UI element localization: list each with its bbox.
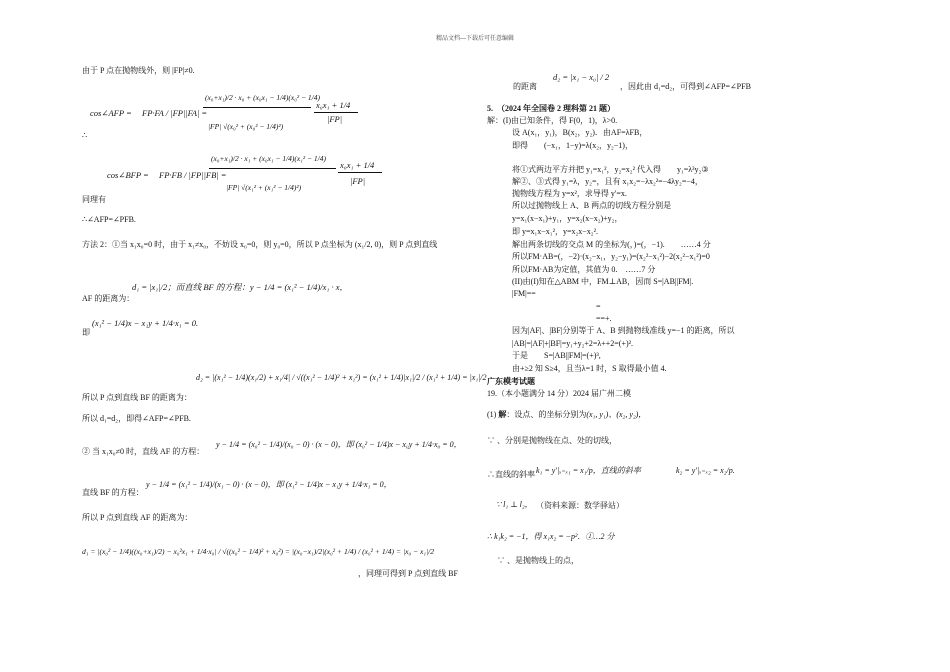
method-2-intro: 方法 2：①当 x₁x₀=0 时，由于 x₁≠x₀，不妨设 x₀=0，则 y₀=0，所以 P 点坐标为 (x₁/2, 0)，则 P 点到直线: [82, 240, 438, 249]
perpendicular-condition: ∵ l₁ ⊥ l₂，: [496, 500, 533, 509]
fraction-bar: [209, 168, 336, 169]
text-line: 解②、③式得 y₁=λ，y₂=，且有 x₁x₂=−λx₂²=−4λy₂=−4，: [512, 177, 703, 186]
text-line: 设 A(x₁，y₁)，B(x₂，y₂)．由AF=λFB，: [512, 128, 648, 137]
text-line: 所以 d₁=d₂，即得∠AFP=∠PFB.: [82, 414, 191, 423]
text-line: ∴∠AFP=∠PFB.: [82, 215, 136, 224]
case-2-intro: ② 当 x₁x₀≠0 时，直线 AF 的方程：: [82, 447, 205, 456]
text-line: 的距离: [513, 82, 537, 91]
equation-af-line: (x₁² − 1/4)x − x₁y + 1/4·x₁ = 0.: [92, 318, 199, 328]
section-title: 广东模考试题: [487, 377, 535, 386]
equation-d2-case2: d₂ = |x₁ − x₀| / 2: [553, 72, 610, 82]
text-line: 由于 P 点在抛物线外，则 |FP|≠0.: [82, 66, 195, 75]
text-line: ，同理可得到 P 点到直线 BF: [358, 569, 458, 578]
text-line: 由+≥2 知 S≥4，且当λ=1 时，S 取得最小值 4.: [512, 364, 667, 373]
equation-cos-afp-rhs-den: |FP|: [327, 114, 343, 124]
text-line: 直线 BF 的方程：: [82, 488, 144, 497]
part-label: (1): [487, 410, 499, 419]
text-line: =: [596, 302, 601, 311]
equation-d1: d₁ = |x₁|/2；而直线 BF 的方程：y − 1/4 = (x₁² − 1/4)/x₁ · x，: [132, 282, 348, 292]
equation-cos-afp-rhs-num: x₀x₁ + 1/4: [316, 100, 351, 110]
text-line: |AB|=|AF|+|BF|=y₁+y₂+2=λ++2=(+)².: [512, 339, 634, 348]
text-line: y=x₁(x−x₁)+y₁，y=x₂(x−x₂)+y₂，: [512, 214, 623, 223]
page-header: 精品文档---下载后可任意编辑: [436, 36, 514, 42]
text-line: 于是 S=|AB||FM|=(+)³,: [512, 351, 601, 360]
solution-label: 解: [498, 410, 507, 419]
text-line: 将①式两边平方并把 y₁=x₁²，y₂=x₂² 代入得 y₁=λ²y₂③: [512, 165, 709, 174]
text-line: 同理有: [82, 195, 106, 204]
text-line: 所以FM·AB为定值，其值为 0. ……7 分: [512, 265, 656, 274]
text-line: [487, 410, 646, 420]
equation-cos-bfp-rhs-den: |FP|: [350, 176, 366, 186]
text-line: ==+.: [596, 314, 612, 323]
text-line: 因为|AF|、|BF|分别等于 A、B 到抛物线准线 y=−1 的距离，所以: [512, 326, 735, 335]
equation-af-2: y − 1/4 = (x₀² − 1/4)/(x₀ − 0) · (x − 0)，即 (x₀² − 1/4)x − x₀y + 1/4·x₀ = 0，: [216, 440, 462, 449]
question-19-title: 19.（本小题满分 14 分）2024 届广州二模: [487, 389, 631, 398]
equation-bf-2: y − 1/4 = (x₁² − 1/4)/(x₁ − 0) · (x − 0)，即 (x₁² − 1/4)x − x₁y + 1/4·x₁ = 0，: [146, 480, 392, 489]
question-5-title: 5. （2024 年全国卷 2 理科第 21 题）: [487, 104, 615, 113]
source-note: （资料来源：数学驿站）: [536, 501, 624, 510]
text-line: 即: [82, 328, 90, 337]
text-line: ∵ 、分别是抛物线在点、处的切线，: [487, 436, 617, 445]
text-line: 抛物线方程为 y=x²，求导得 y'=x.: [512, 189, 627, 198]
text-line: 所以 P 点到直线 AF 的距离为：: [82, 513, 193, 522]
text-line: ∴直线的斜率: [487, 470, 535, 479]
text-line: 所以 P 点到直线 BF 的距离为：: [82, 393, 192, 402]
equation-cos-afp-mid: FP·FA / |FP||FA| =: [142, 108, 208, 118]
text-line: ，因此由 d₁=d₂，可得到∠AFP=∠PFB: [620, 82, 751, 91]
text-line: AF 的距离为：: [82, 294, 135, 303]
fraction-bar: [314, 112, 358, 113]
equation-slope-k1: k₁ = y′|ₓ₌ₓ₁ = x₁/p，直线的斜率: [536, 466, 641, 475]
equation-d2: d₂ = |(x₁² − 1/4)(x₁/2) + x₁/4| / √((x₁² − 1/4)² + x₁²) = (x₁² + 1/4)|x₁|/2 / (x₁² + 1/4) = |x₁|/2: [196, 373, 487, 382]
equation-cos-afp-denominator: |FP| √(x₀² + (x₀² − 1/4)²): [208, 122, 284, 131]
equation-cos-bfp-numerator: (x₀+x₁)/2 · x₁ + (x₀x₁ − 1/4)(x₁² − 1/4): [211, 154, 326, 163]
text-line: ∵ 、是抛物线上的点，: [497, 556, 579, 565]
therefore-symbol: ∴: [82, 131, 88, 140]
text-line: 解出两条切线的交点 M 的坐标为(，)=(，−1). ……4 分: [512, 240, 711, 249]
equation-slope-k2: k₂ = y′|ₓ₌ₓ₂ = x₂/p.: [676, 466, 735, 475]
fraction-bar: [338, 172, 382, 173]
text-line: 即得 (−x₁，1−y)=λ(x₂，y₂−1)，: [512, 141, 633, 150]
equation-cos-bfp-mid: FP·FB / |FP||FB| =: [159, 170, 227, 180]
point-coordinates: (x₁, y₁)、(x₂, y₂)，: [586, 410, 647, 419]
equation-cos-bfp-rhs-num: x₀x₁ + 1/4: [340, 160, 375, 170]
equation-cos-afp-numerator: (x₀+x₁)/2 · x₀ + (x₀x₁ − 1/4)(x₀² − 1/4): [205, 93, 320, 102]
equation-cos-bfp-denominator: |FP| √(x₁² + (x₁² − 1/4)²): [226, 183, 302, 192]
text-line: 所以FM·AB=(，−2)·(x₂−x₁，y₂−y₁)=(x₂²−x₁²)−2(x₂²−x₁²)=0: [512, 252, 710, 261]
equation-d1-case2: d₁ = |(x₀² − 1/4)((x₀+x₁)/2) − x₀²x₁ + 1/4·x₀| / √((x₀² − 1/4)² + x₀²) = |(x₀−x₁)/2|(x₀² + 1/4) / (x₀² + 1/4) = |x₀ − x₁|/2: [82, 547, 435, 556]
text-line: |FM|==: [512, 289, 536, 298]
fraction-bar: [203, 107, 311, 108]
text-line: 即 y=x₁x−x₁²，y=x₂x−x₂².: [512, 227, 598, 236]
text-line: 所以过抛物线上 A、B 两点的切线方程分别是: [512, 201, 672, 210]
equation-k1k2: ∴ k₁k₂ = −1，得 x₁x₂ = −p²．①…2 分: [487, 532, 615, 541]
equation-cos-afp-lhs: cos∠AFP =: [90, 108, 132, 118]
equation-cos-bfp-lhs: cos∠BFP =: [107, 170, 149, 180]
text-line: 解：(I)由已知条件，得 F(0，1)，λ>0.: [487, 116, 618, 125]
text-line: (II)由(I)知在△ABM 中，FM⊥AB，因而 S=|AB||FM|.: [512, 277, 694, 286]
text-span: ：设点、的坐标分别为: [506, 410, 587, 419]
